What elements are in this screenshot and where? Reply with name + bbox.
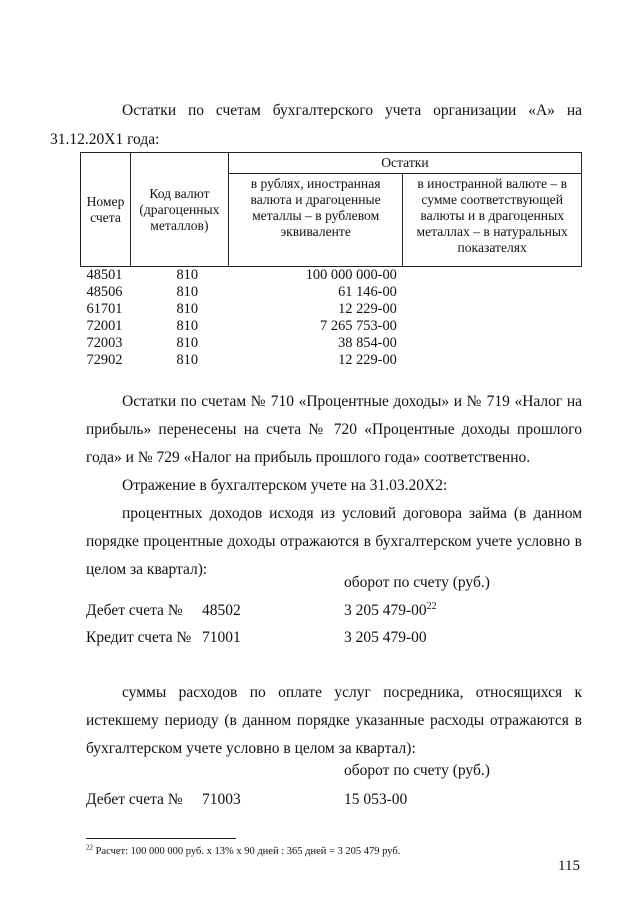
debit-label: Дебет счета № — [86, 791, 183, 808]
table-row — [81, 284, 582, 301]
account-cell: 48501 — [86, 267, 123, 283]
foreign-amount-cell — [403, 301, 582, 318]
account-cell: 61701 — [86, 301, 123, 317]
foreign-amount-cell — [403, 267, 582, 285]
interest-paragraph: процентных доходов исходя из условий договора займа (в данном порядке процентные доходы отражаются в бухгалтерском учете условно в целом за квартал): — [86, 505, 582, 578]
debit-amount — [344, 601, 437, 621]
rub-amount-cell: 12 229-00 — [338, 352, 397, 368]
footnote-ref: 22 — [426, 600, 437, 612]
rub-amount-cell: 100 000 000-00 — [305, 267, 397, 283]
footnote — [86, 843, 401, 857]
account-cell: 72001 — [86, 318, 123, 334]
code-cell: 810 — [176, 335, 199, 351]
debit-label: Дебет счета № — [86, 602, 183, 619]
transfer-paragraph: Остатки по счетам № 710 «Процентные доходы» и № 719 «Налог на прибыль» перенесены на счета № 720 «Процентные доходы прошлого года» и № 729 «Налог на прибыль прошлого года» соответственно. — [86, 393, 582, 466]
foreign-amount-cell — [403, 284, 582, 301]
account-cell: 48506 — [86, 284, 123, 300]
header-rub-equivalent: в рублях, иностранная валюта и драгоценные металлы – в рублевом эквиваленте — [228, 174, 402, 267]
code-cell: 810 — [176, 267, 199, 283]
header-balances: Остатки — [228, 153, 581, 174]
account-cell: 72003 — [86, 335, 123, 351]
debit-account: 48502 — [202, 602, 241, 619]
credit-label: Кредит счета № — [86, 629, 192, 646]
debit-amount-value: 3 205 479-00 — [344, 602, 427, 619]
foreign-amount-cell — [403, 352, 582, 369]
credit-account: 71001 — [202, 629, 241, 646]
credit-amount: 3 205 479-00 — [344, 629, 427, 646]
code-cell: 810 — [176, 284, 199, 300]
code-cell: 810 — [176, 352, 199, 368]
table-row — [81, 318, 582, 335]
code-cell: 810 — [176, 318, 199, 334]
table-row — [81, 301, 582, 318]
intro-paragraph — [50, 96, 582, 154]
page-number: 115 — [558, 858, 580, 874]
footnote-text: Расчет: 100 000 000 руб. х 13% х 90 дней : 365 дней = 3 205 479 руб. — [95, 846, 401, 857]
foreign-amount-cell — [403, 335, 582, 352]
footnote-number: 22 — [86, 843, 93, 852]
intro-line-2: 31.12.20Х1 года: — [50, 131, 160, 148]
rub-amount-cell: 7 265 753-00 — [320, 318, 397, 334]
foreign-amount-cell — [403, 318, 582, 335]
intro-line-1: Остатки по счетам бухгалтерского учета организации «А» на — [122, 102, 582, 119]
footnote-divider — [86, 838, 236, 839]
reflection-heading: Отражение в бухгалтерском учете на 31.03.20Х2: — [122, 477, 448, 494]
debit-amount: 15 053-00 — [344, 791, 408, 808]
rub-amount-cell: 38 854-00 — [338, 335, 397, 351]
expense-paragraph: суммы расходов по оплате услуг посредника, относящихся к истекшему периоду (в данном порядке указанные расходы отражаются в бухгалтерском учете условно в целом за квартал): — [86, 684, 582, 757]
code-cell: 810 — [176, 301, 199, 317]
account-cell: 72902 — [86, 352, 123, 368]
turnover-label-1: оборот по счету (руб.) — [344, 574, 490, 591]
rub-amount-cell: 12 229-00 — [338, 301, 397, 317]
table-row — [81, 267, 582, 285]
turnover-label-2: оборот по счету (руб.) — [344, 762, 490, 779]
balances-table — [80, 152, 582, 369]
header-account-number: Номер счета — [81, 153, 131, 267]
rub-amount-cell: 61 146-00 — [338, 284, 397, 300]
debit-account: 71003 — [202, 791, 241, 808]
table-row — [81, 335, 582, 352]
table-row — [81, 352, 582, 369]
header-currency-code: Код валют (драгоценных металлов) — [130, 153, 228, 267]
header-foreign-currency: в иностранной валюте – в сумме соответствующей валюты и в драгоценных металлах – в натуральных показателях — [403, 174, 582, 267]
